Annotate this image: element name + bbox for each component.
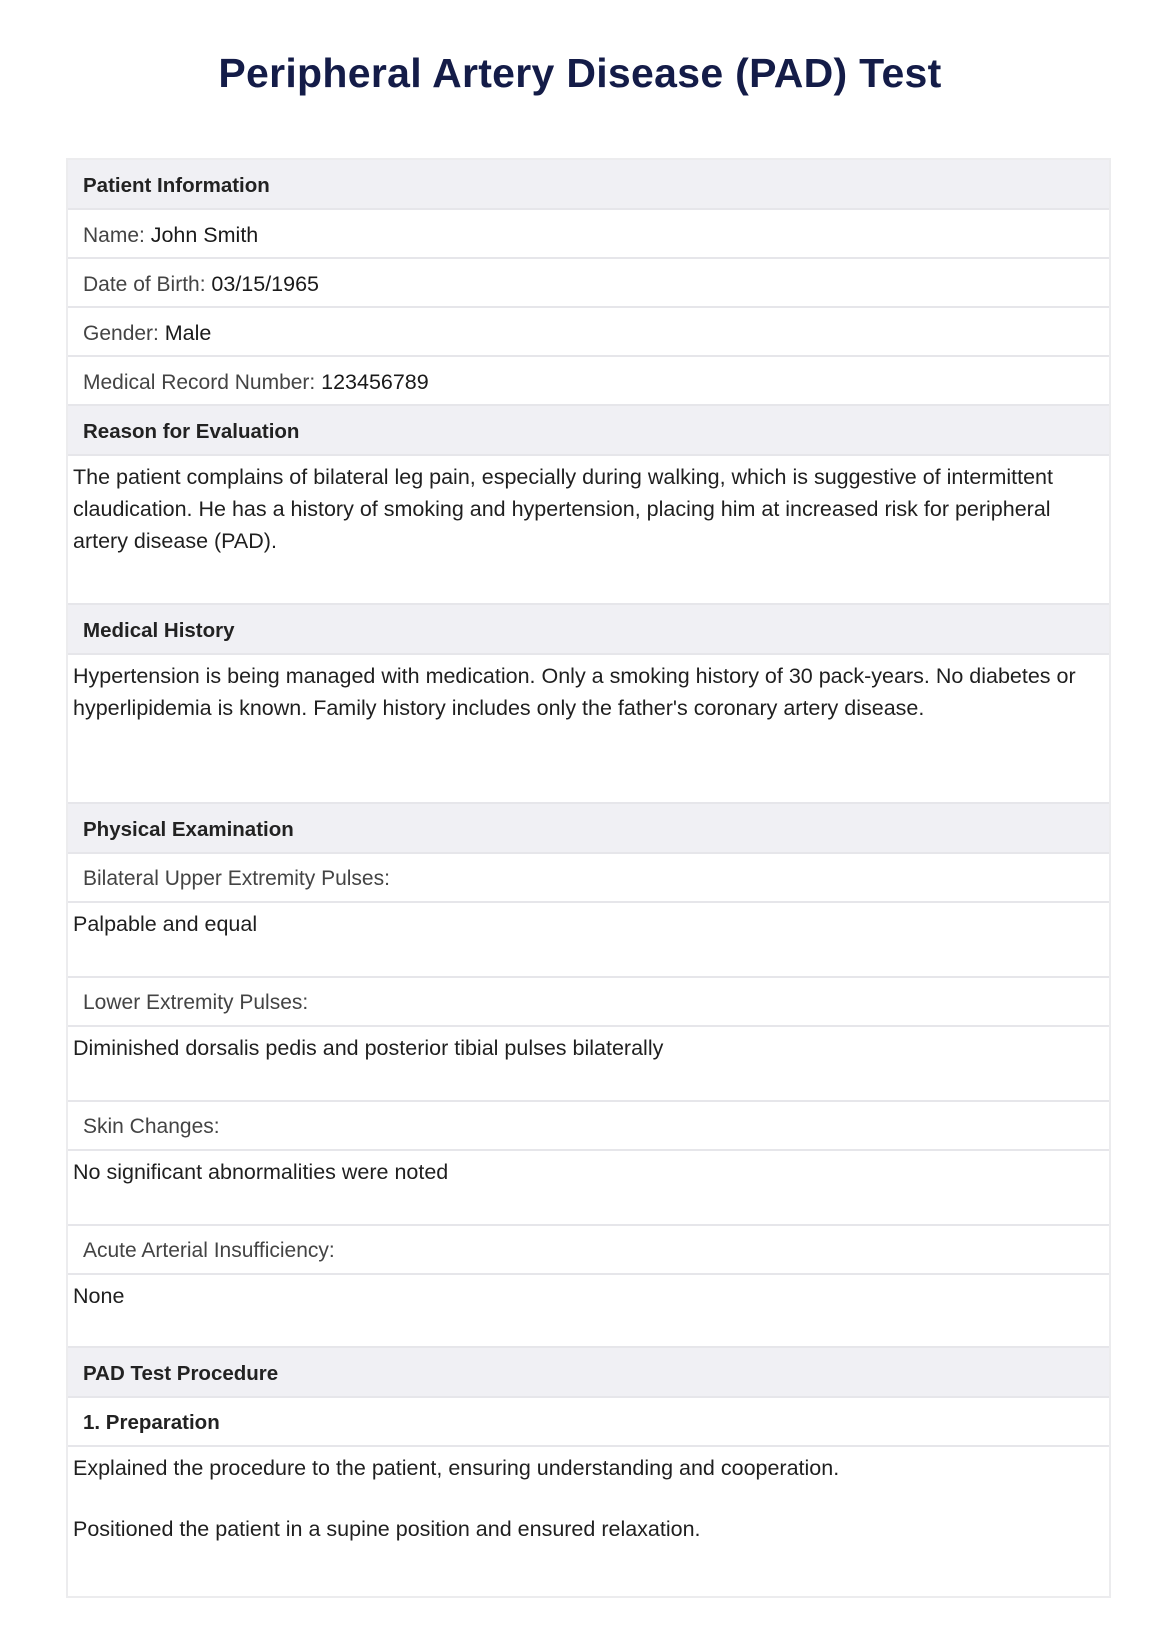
document-form <box>66 158 1111 1598</box>
field-gender <box>68 308 1109 357</box>
exam-label-lower-pulses: Lower Extremity Pulses: <box>68 978 1109 1027</box>
medical-history-text-block <box>68 655 1109 804</box>
field-medical-record-number <box>68 357 1109 406</box>
reason-text: The patient complains of bilateral leg pain, especially during walking, which is suggestive of intermittent claudication. He has a history of smoking and hypertension, placing him at increased risk for peripheral artery disease (PAD). <box>73 465 1053 553</box>
section-header-physical-examination: Physical Examination <box>68 804 1109 854</box>
field-label: Name: <box>83 224 145 247</box>
field-name <box>68 210 1109 259</box>
exam-value: No significant abnormalities were noted <box>73 1160 449 1184</box>
exam-value: None <box>73 1284 125 1308</box>
field-value: 03/15/1965 <box>211 272 320 296</box>
exam-label-acute-insufficiency: Acute Arterial Insufficiency: <box>68 1226 1109 1275</box>
procedure-step-line: Positioned the patient in a supine position and ensured relaxation. <box>73 1517 701 1541</box>
field-label: Medical Record Number: <box>83 371 316 394</box>
procedure-step-text-block <box>68 1447 1109 1596</box>
page-title: Peripheral Artery Disease (PAD) Test <box>218 50 942 96</box>
exam-label-upper-pulses: Bilateral Upper Extremity Pulses: <box>68 854 1109 903</box>
exam-value-skin-changes <box>68 1151 1109 1226</box>
procedure-step-title: 1. Preparation <box>68 1398 1109 1447</box>
field-value: 123456789 <box>321 370 429 394</box>
exam-label-skin-changes: Skin Changes: <box>68 1102 1109 1151</box>
section-header-patient-information: Patient Information <box>68 160 1109 210</box>
section-header-medical-history: Medical History <box>68 605 1109 655</box>
section-header-pad-test-procedure: PAD Test Procedure <box>68 1348 1109 1398</box>
field-label: Date of Birth: <box>83 273 206 296</box>
reason-text-block <box>68 456 1109 605</box>
field-date-of-birth <box>68 259 1109 308</box>
exam-value-lower-pulses <box>68 1027 1109 1102</box>
section-header-reason: Reason for Evaluation <box>68 406 1109 456</box>
field-label: Gender: <box>83 322 159 345</box>
procedure-step-line: Explained the procedure to the patient, ensuring understanding and cooperation. <box>73 1456 840 1480</box>
field-value: John Smith <box>150 223 259 247</box>
exam-value: Palpable and equal <box>73 912 258 936</box>
field-value: Male <box>164 321 212 345</box>
exam-value-acute-insufficiency <box>68 1275 1109 1348</box>
exam-value: Diminished dorsalis pedis and posterior tibial pulses bilaterally <box>73 1036 664 1060</box>
medical-history-text: Hypertension is being managed with medication. Only a smoking history of 30 pack-years. No diabetes or hyperlipidemia is known. Family history includes only the father's coronary artery disease. <box>73 664 1076 720</box>
exam-value-upper-pulses <box>68 903 1109 978</box>
